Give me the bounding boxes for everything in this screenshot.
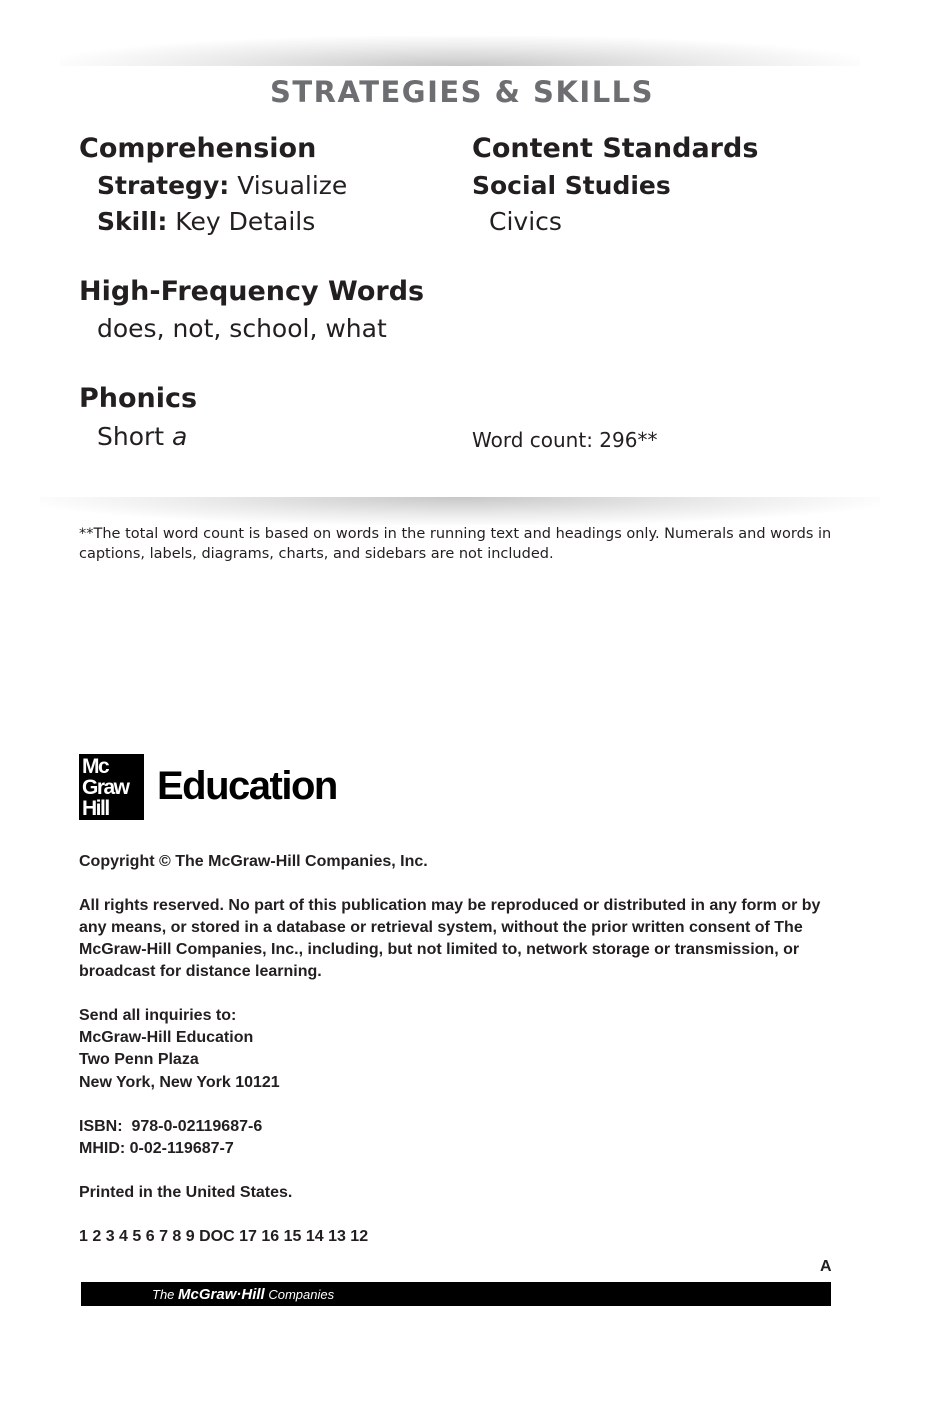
logo-hill: Hill	[82, 797, 109, 820]
footer-brand	[152, 1286, 334, 1303]
footer-the: The	[152, 1287, 175, 1302]
address-line-2: Two Penn Plaza	[79, 1051, 199, 1068]
phonics-letter: a	[172, 422, 188, 451]
panel-bottom-shadow	[40, 497, 880, 525]
logo-mc: Mc	[82, 755, 109, 778]
subject-social-studies: Social Studies	[472, 171, 671, 200]
phonics-line	[97, 422, 187, 451]
topic-civics: Civics	[489, 207, 562, 236]
footer-mcgraw-hill: McGraw·Hill	[178, 1286, 265, 1303]
phonics-short: Short	[97, 422, 165, 451]
logo-education-wordmark: Education	[157, 764, 337, 808]
strategy-value: Visualize	[237, 171, 348, 200]
high-frequency-words: does, not, school, what	[97, 314, 387, 343]
panel-top-shadow	[60, 36, 860, 66]
skill-line	[97, 207, 315, 236]
inquiries-label: Send all inquiries to:	[79, 1007, 237, 1024]
strategy-line	[97, 171, 347, 200]
skill-value: Key Details	[175, 207, 316, 236]
printing-line: 1 2 3 4 5 6 7 8 9 DOC 17 16 15 14 13 12	[79, 1228, 369, 1245]
panel-title: STRATEGIES & SKILLS	[270, 75, 655, 109]
footer-bar	[81, 1282, 831, 1306]
word-count-footnote: **The total word count is based on words in the running text and headings only. Numerals and words in captions, labels, diagrams, charts, and sidebars are not included.	[79, 526, 832, 562]
page-letter: A	[820, 1258, 832, 1275]
phonics-heading: Phonics	[79, 383, 198, 414]
printed-in: Printed in the United States.	[79, 1184, 293, 1201]
word-count: Word count: 296**	[472, 428, 658, 452]
rights-statement: All rights reserved. No part of this publication may be reproduced or distributed in any form or by any means, or stored in a database or retrieval system, without the prior written consent of The McGraw-Hill Companies, Inc., including, but not limited to, network storage or transmission, or broadcast for distance learning.	[79, 897, 821, 980]
copyright-line: Copyright © The McGraw-Hill Companies, Inc.	[79, 853, 428, 870]
strategy-label: Strategy:	[97, 171, 230, 200]
address-line-3: New York, New York 10121	[79, 1074, 280, 1091]
comprehension-heading: Comprehension	[79, 133, 317, 164]
mhid: MHID: 0-02-119687-7	[79, 1140, 234, 1157]
address-line-1: McGraw-Hill Education	[79, 1029, 254, 1046]
footer-companies: Companies	[268, 1287, 335, 1302]
mcgraw-hill-logo-box	[79, 754, 144, 820]
content-standards-heading: Content Standards	[472, 133, 759, 164]
isbn: ISBN: 978-0-02119687-6	[79, 1118, 263, 1135]
logo-graw: Graw	[82, 776, 129, 799]
high-frequency-heading: High-Frequency Words	[79, 276, 425, 307]
skill-label: Skill:	[97, 207, 168, 236]
